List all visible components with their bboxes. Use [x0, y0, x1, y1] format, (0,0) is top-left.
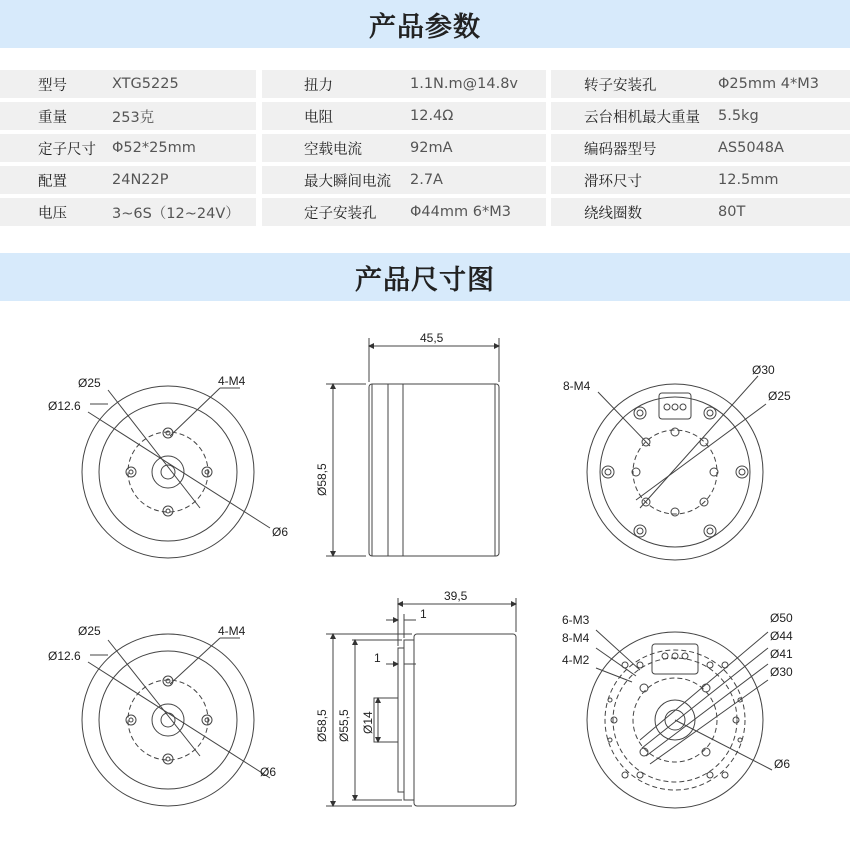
spec-key: 重量 [38, 109, 67, 126]
spec-cell [262, 102, 546, 130]
bot-mid-view [326, 598, 516, 806]
spec-value: Φ44mm 6*M3 [410, 204, 511, 220]
spec-cell [551, 198, 850, 226]
spec-value: 80T [718, 204, 746, 220]
spec-cell [0, 166, 256, 194]
spec-value: 1.1N.m@14.8v [410, 76, 519, 92]
spec-key: 型号 [38, 77, 67, 94]
label-4m4: 4-M4 [218, 374, 246, 388]
label-4m4: 4-M4 [218, 624, 246, 638]
top-left-view [82, 386, 270, 558]
label-8m4: 8-M4 [563, 379, 591, 393]
label-thickness-2: 1 [374, 651, 381, 665]
spec-cell [0, 70, 256, 98]
spec-cell [262, 166, 546, 194]
spec-cell [262, 70, 546, 98]
spec-value: 24N22P [112, 172, 169, 188]
dims-title: 产品尺寸图 [355, 264, 495, 296]
label-d44: Ø44 [770, 629, 793, 643]
spec-cell [262, 198, 546, 226]
spec-value: 2.7A [410, 172, 443, 188]
spec-value: Φ25mm 4*M3 [718, 76, 819, 92]
spec-key: 电阻 [304, 109, 333, 126]
spec-value: 12.4Ω [410, 108, 454, 124]
label-d41: Ø41 [770, 647, 793, 661]
spec-key: 定子安装孔 [304, 205, 377, 222]
spec-value: 12.5mm [718, 172, 779, 188]
label-d30: Ø30 [770, 665, 793, 679]
spec-cell [551, 134, 850, 162]
label-4m2: 4-M2 [562, 653, 590, 667]
spec-value: Φ52*25mm [112, 140, 196, 156]
label-thickness-1: 1 [420, 607, 427, 621]
label-width: 45,5 [420, 331, 444, 345]
spec-key: 最大瞬间电流 [304, 173, 391, 190]
dimension-drawing [0, 300, 850, 851]
spec-cell [551, 102, 850, 130]
spec-cell [0, 198, 256, 226]
label-width: 39,5 [444, 589, 468, 603]
spec-value: 253克 [112, 109, 155, 126]
params-banner [0, 0, 850, 48]
label-d126: Ø12.6 [48, 399, 81, 413]
spec-key: 定子尺寸 [38, 141, 96, 158]
label-d6: Ø6 [272, 525, 289, 539]
spec-value: XTG5225 [112, 76, 179, 92]
label-d126: Ø12.6 [48, 649, 81, 663]
bot-left-view [82, 634, 270, 806]
spec-row [0, 134, 850, 162]
label-8m4: 8-M4 [562, 631, 590, 645]
label-shaft: Ø14 [361, 711, 375, 734]
spec-key: 编码器型号 [584, 141, 657, 158]
dims-banner [0, 253, 850, 301]
label-d25-back: Ø25 [768, 389, 791, 403]
spec-key: 扭力 [304, 77, 333, 94]
label-d6: Ø6 [260, 765, 277, 779]
spec-cell [0, 102, 256, 130]
spec-row [0, 70, 850, 98]
spec-cell [551, 166, 850, 194]
label-d25: Ø25 [78, 376, 101, 390]
spec-key: 云台相机最大重量 [584, 109, 700, 126]
spec-value: 3~6S（12~24V） [112, 205, 240, 222]
spec-cell [262, 134, 546, 162]
spec-key: 绕线圈数 [584, 205, 642, 222]
label-d25: Ø25 [78, 624, 101, 638]
label-height: Ø58,5 [315, 463, 329, 496]
spec-value: 92mA [410, 140, 453, 156]
label-d30: Ø30 [752, 363, 775, 377]
label-height-outer: Ø58,5 [315, 709, 329, 742]
spec-key: 滑环尺寸 [584, 173, 642, 190]
spec-value: AS5048A [718, 140, 784, 156]
spec-cell [551, 70, 850, 98]
spec-cell [0, 134, 256, 162]
label-d50: Ø50 [770, 611, 793, 625]
spec-key: 电压 [38, 205, 67, 222]
label-d6: Ø6 [774, 757, 791, 771]
spec-row [0, 102, 850, 130]
params-title: 产品参数 [369, 11, 481, 43]
label-6m3: 6-M3 [562, 613, 590, 627]
spec-key: 转子安装孔 [584, 77, 657, 94]
spec-key: 配置 [38, 173, 67, 190]
label-height-inner: Ø55,5 [337, 709, 351, 742]
top-mid-view [326, 338, 499, 556]
top-right-view [587, 376, 766, 560]
spec-row [0, 198, 850, 226]
spec-row [0, 166, 850, 194]
spec-key: 空载电流 [304, 141, 362, 158]
spec-value: 5.5kg [718, 108, 759, 124]
bot-right-view [587, 630, 772, 808]
